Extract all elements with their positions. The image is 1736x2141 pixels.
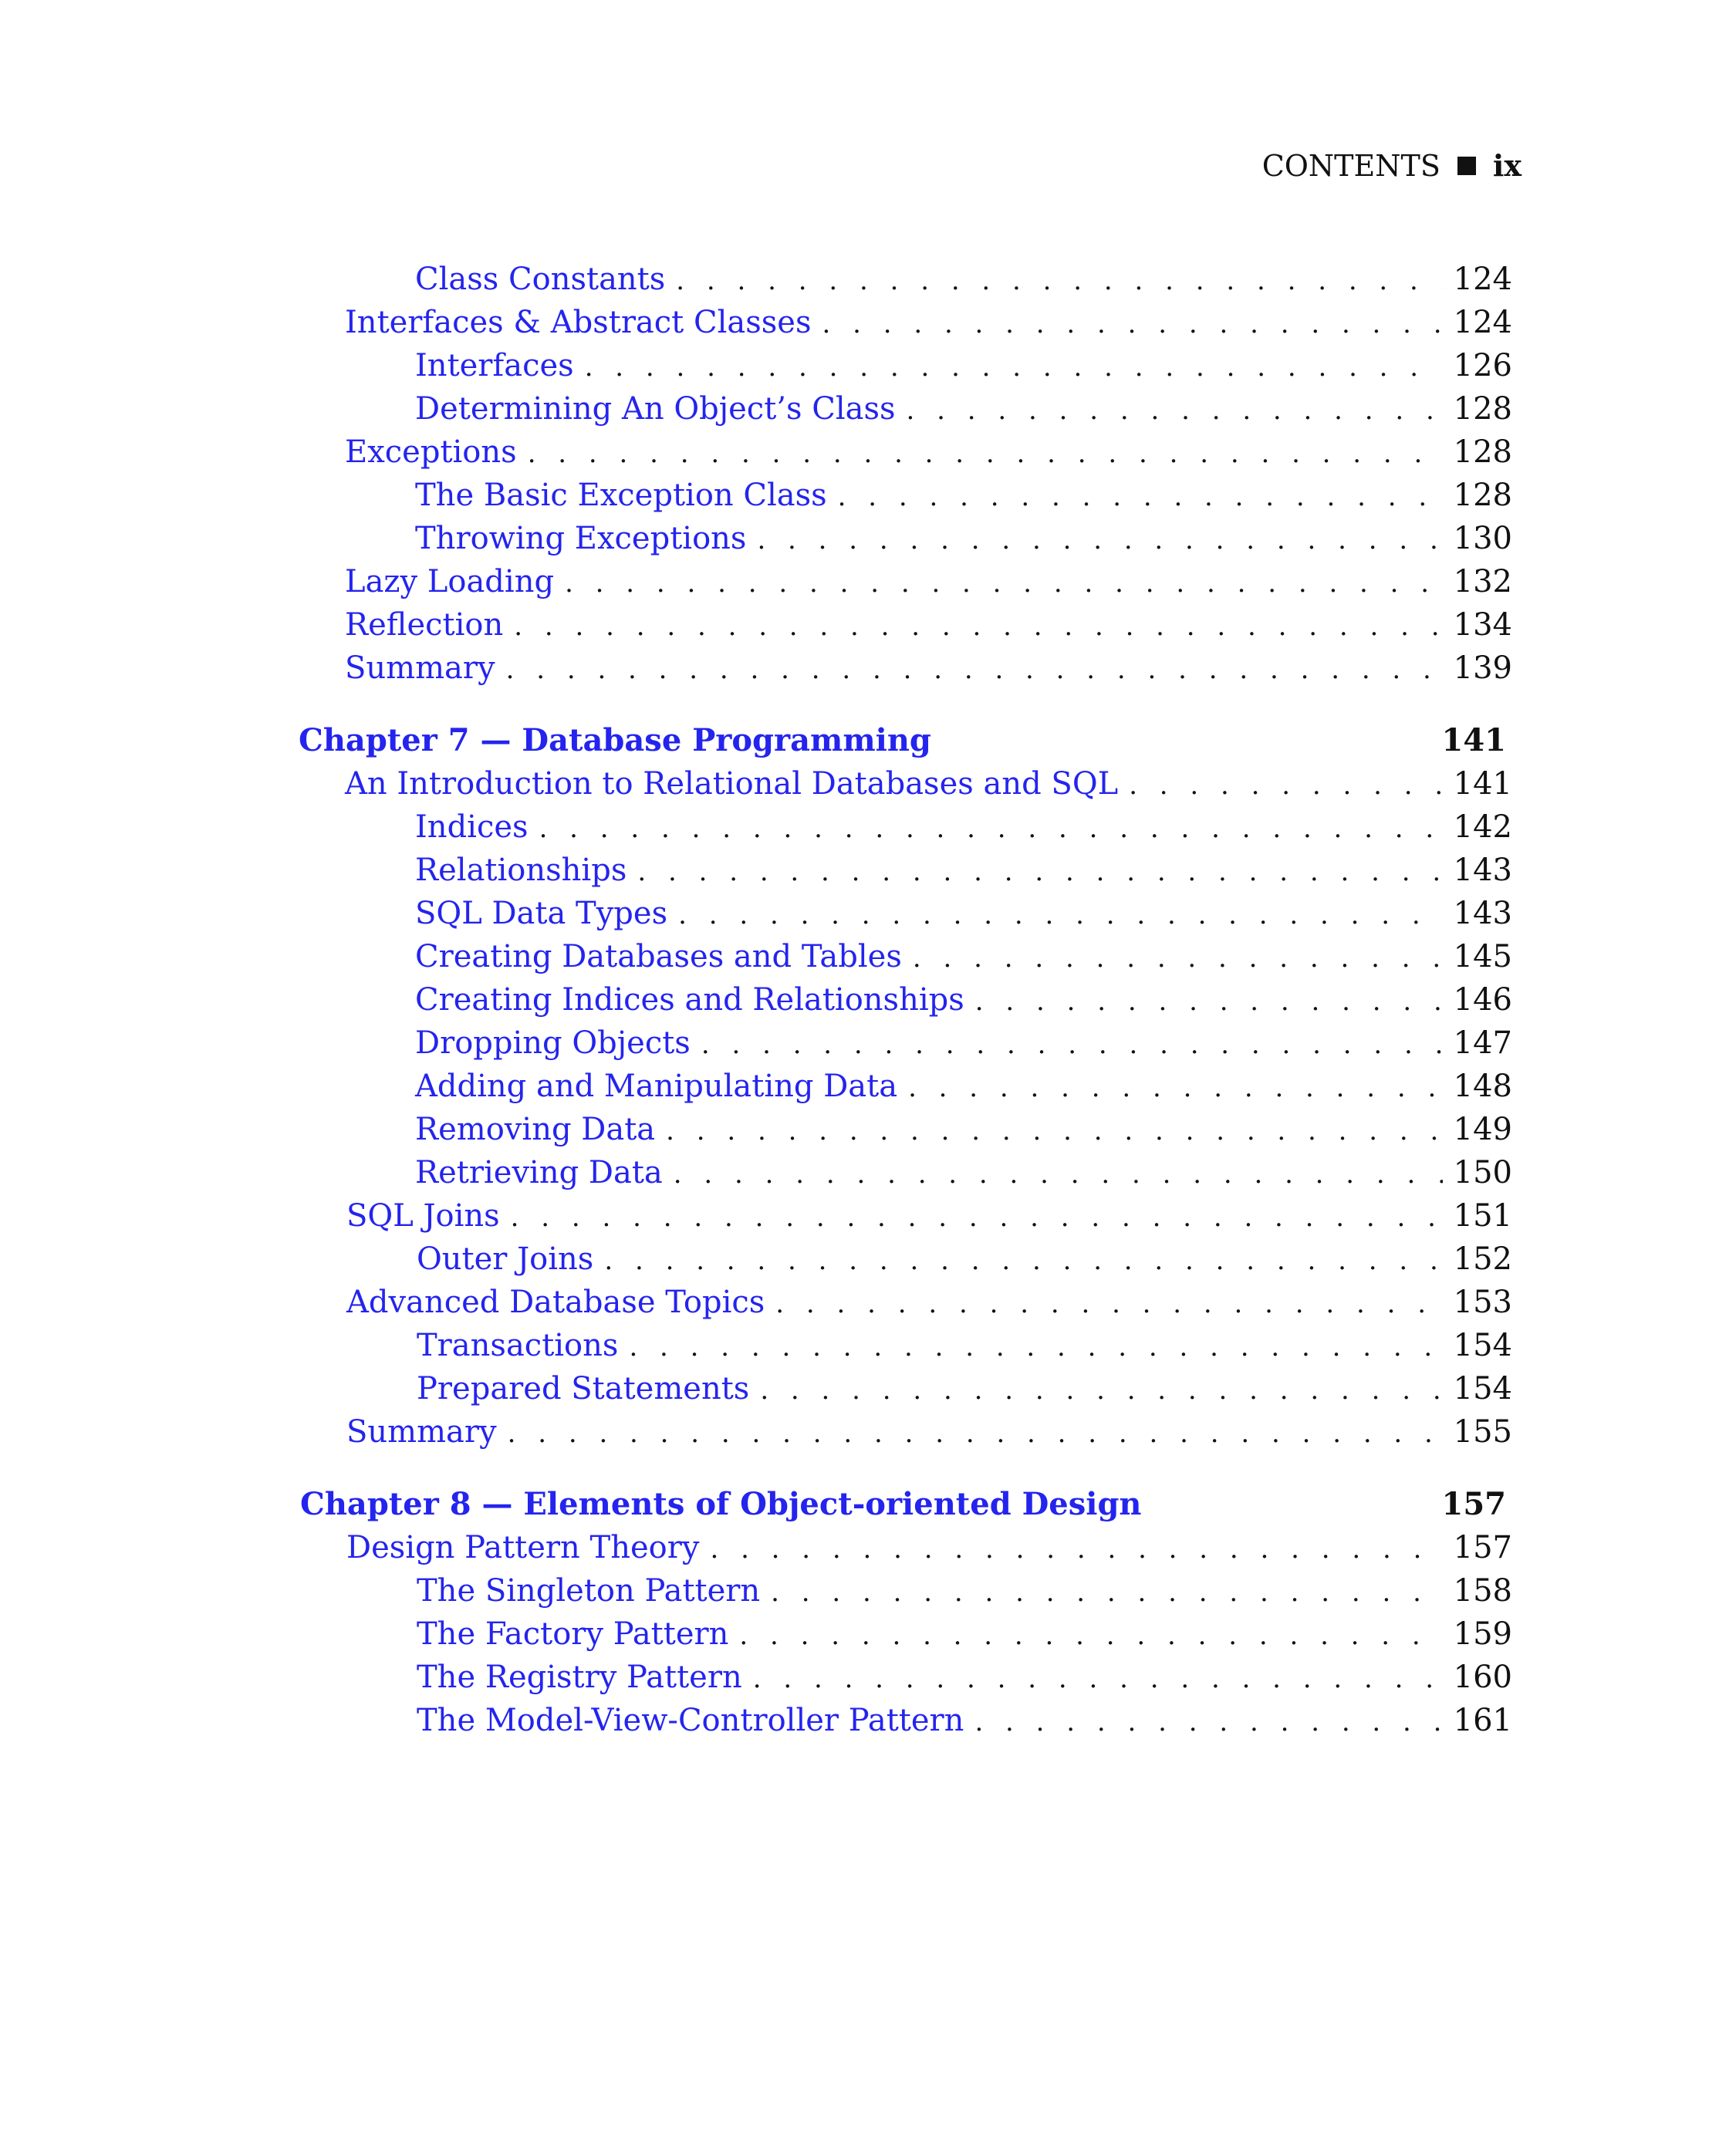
toc-entry-title[interactable]: Dropping Objects bbox=[415, 1025, 691, 1061]
toc-entry[interactable] bbox=[415, 1064, 1512, 1109]
dot-leader bbox=[974, 1700, 1442, 1744]
toc-entry-page: 147 bbox=[1453, 1025, 1512, 1061]
toc-entry[interactable] bbox=[345, 603, 1512, 647]
dot-leader bbox=[913, 936, 1443, 981]
toc-chapter-page: 157 bbox=[1441, 1486, 1506, 1522]
toc-entry-title[interactable]: Prepared Statements bbox=[417, 1371, 750, 1407]
toc-entry-title[interactable]: Advanced Database Topics bbox=[346, 1285, 765, 1320]
dot-leader bbox=[629, 1325, 1442, 1369]
toc-entry[interactable] bbox=[345, 430, 1512, 474]
dot-leader bbox=[739, 1613, 1442, 1658]
toc-entry-title[interactable]: Summary bbox=[346, 1414, 497, 1450]
toc-entry[interactable] bbox=[415, 978, 1512, 1022]
toc-entry-page: 128 bbox=[1453, 434, 1512, 470]
dot-leader bbox=[674, 1152, 1443, 1197]
toc-entry-title[interactable]: The Factory Pattern bbox=[417, 1616, 729, 1652]
dot-leader bbox=[528, 431, 1443, 476]
dot-leader bbox=[753, 1656, 1443, 1701]
dot-leader bbox=[975, 979, 1443, 1024]
toc-entry-title[interactable]: Reflection bbox=[345, 607, 504, 643]
toc-entry-page: 154 bbox=[1453, 1371, 1512, 1407]
toc-entry[interactable] bbox=[415, 473, 1512, 518]
dot-leader bbox=[907, 388, 1443, 433]
toc-entry-title[interactable]: The Singleton Pattern bbox=[417, 1573, 761, 1609]
toc-entry-title[interactable]: Interfaces & Abstract Classes bbox=[345, 305, 812, 340]
toc-entry-page: 134 bbox=[1453, 607, 1512, 643]
running-head-label: CONTENTS bbox=[1261, 149, 1440, 183]
toc-entry-title[interactable]: Indices bbox=[415, 809, 529, 845]
running-head bbox=[1261, 148, 1522, 183]
toc-entry[interactable] bbox=[415, 848, 1512, 893]
toc-entry-page: 124 bbox=[1453, 305, 1512, 340]
toc-entry-page: 142 bbox=[1453, 809, 1512, 845]
dot-leader bbox=[771, 1570, 1442, 1615]
toc-entry[interactable] bbox=[415, 891, 1512, 936]
toc-entry-title[interactable]: Relationships bbox=[415, 853, 627, 888]
square-bullet-icon bbox=[1457, 157, 1476, 175]
toc-entry[interactable] bbox=[415, 805, 1512, 849]
dot-leader bbox=[511, 1195, 1443, 1240]
dot-leader bbox=[666, 1109, 1443, 1153]
toc-entry-page: 143 bbox=[1453, 896, 1512, 931]
toc-entry-title[interactable]: Lazy Loading bbox=[345, 564, 555, 599]
toc-entry-page: 128 bbox=[1453, 391, 1512, 427]
toc-entry-title[interactable]: Summary bbox=[345, 650, 495, 686]
dot-leader bbox=[701, 1022, 1443, 1067]
toc-entry-title[interactable]: Creating Indices and Relationships bbox=[415, 982, 964, 1018]
toc-entry-page: 158 bbox=[1453, 1573, 1512, 1609]
toc-entry[interactable] bbox=[415, 516, 1512, 561]
toc-chapter-page: 141 bbox=[1441, 722, 1506, 758]
dot-leader bbox=[637, 849, 1442, 894]
toc-entry-page: 130 bbox=[1453, 521, 1512, 556]
dot-leader bbox=[514, 604, 1442, 649]
dot-leader bbox=[775, 1282, 1442, 1326]
toc-entry[interactable] bbox=[346, 1194, 1512, 1238]
toc-chapter-heading[interactable] bbox=[300, 1482, 1506, 1527]
dot-leader bbox=[676, 258, 1442, 303]
toc-entry-page: 149 bbox=[1453, 1112, 1512, 1147]
toc-entry[interactable] bbox=[345, 300, 1512, 345]
toc-entry[interactable] bbox=[417, 1237, 1512, 1282]
toc-entry-title[interactable]: Adding and Manipulating Data bbox=[415, 1069, 898, 1104]
toc-entry-title[interactable]: Determining An Object’s Class bbox=[415, 391, 896, 427]
dot-leader bbox=[710, 1527, 1442, 1572]
toc-entry-title[interactable]: SQL Joins bbox=[346, 1198, 500, 1234]
toc-chapter-title[interactable]: Chapter 8 — Elements of Object-oriented Design bbox=[300, 1486, 1142, 1522]
toc-entry[interactable] bbox=[345, 762, 1512, 806]
toc-entry[interactable] bbox=[346, 1525, 1512, 1570]
toc-entry[interactable] bbox=[415, 934, 1512, 979]
toc-entry-page: 155 bbox=[1453, 1414, 1512, 1450]
toc-entry-title[interactable]: Throwing Exceptions bbox=[415, 521, 747, 556]
toc-entry-page: 126 bbox=[1453, 348, 1512, 383]
toc-entry-page: 160 bbox=[1453, 1660, 1512, 1695]
toc-entry-page: 148 bbox=[1453, 1069, 1512, 1104]
toc-entry[interactable] bbox=[415, 1150, 1512, 1195]
toc-entry[interactable] bbox=[417, 1366, 1512, 1411]
dot-leader bbox=[585, 345, 1443, 390]
dot-leader bbox=[822, 302, 1442, 346]
toc-entry-page: 143 bbox=[1453, 853, 1512, 888]
toc-entry-title[interactable]: Retrieving Data bbox=[415, 1155, 663, 1190]
toc-chapter-title[interactable]: Chapter 7 — Database Programming bbox=[299, 722, 931, 758]
toc-entry[interactable] bbox=[415, 257, 1512, 302]
toc-entry[interactable] bbox=[415, 343, 1512, 388]
dot-leader bbox=[508, 1411, 1443, 1456]
dot-leader bbox=[908, 1065, 1443, 1110]
toc-entry-page: 151 bbox=[1453, 1198, 1512, 1234]
toc-entry[interactable] bbox=[415, 1021, 1512, 1065]
toc-entry-page: 139 bbox=[1453, 650, 1512, 686]
toc-entry-page: 150 bbox=[1453, 1155, 1512, 1190]
dot-leader bbox=[760, 1368, 1442, 1413]
toc-entry[interactable] bbox=[415, 1107, 1512, 1152]
toc-entry[interactable] bbox=[415, 387, 1512, 431]
toc-entry-title[interactable]: Transactions bbox=[417, 1328, 619, 1363]
toc-entry-title[interactable]: Outer Joins bbox=[417, 1241, 594, 1277]
toc-entry-page: 161 bbox=[1453, 1703, 1512, 1738]
toc-entry[interactable] bbox=[417, 1612, 1512, 1656]
toc-entry-title[interactable]: Interfaces bbox=[415, 348, 574, 383]
toc-entry-title[interactable]: Exceptions bbox=[345, 434, 517, 470]
toc-entry-page: 124 bbox=[1453, 262, 1512, 297]
toc-entry-title[interactable]: SQL Data Types bbox=[415, 896, 668, 931]
toc-entry-page: 153 bbox=[1453, 1285, 1512, 1320]
toc-entry-title[interactable]: The Basic Exception Class bbox=[415, 478, 827, 513]
dot-leader bbox=[678, 893, 1443, 937]
toc-entry-page: 159 bbox=[1453, 1616, 1512, 1652]
toc-entry[interactable] bbox=[417, 1655, 1512, 1700]
toc-entry-page: 157 bbox=[1453, 1530, 1512, 1565]
dot-leader bbox=[539, 806, 1443, 851]
toc-entry-page: 141 bbox=[1453, 766, 1512, 802]
toc-entry-title[interactable]: Design Pattern Theory bbox=[346, 1530, 700, 1565]
toc-entry[interactable] bbox=[346, 1280, 1512, 1325]
toc-chapter-heading[interactable] bbox=[299, 718, 1506, 763]
toc-entry-page: 132 bbox=[1453, 564, 1512, 599]
toc-entry-page: 145 bbox=[1453, 939, 1512, 974]
page-number: ix bbox=[1492, 148, 1522, 183]
toc-entry[interactable] bbox=[417, 1569, 1512, 1613]
toc-entry-page: 146 bbox=[1453, 982, 1512, 1018]
dot-leader bbox=[565, 561, 1443, 606]
dot-leader bbox=[838, 474, 1443, 519]
toc-entry[interactable] bbox=[417, 1323, 1512, 1368]
dot-leader bbox=[506, 647, 1443, 692]
toc-entry[interactable] bbox=[417, 1698, 1512, 1743]
toc-entry-title[interactable]: Creating Databases and Tables bbox=[415, 939, 902, 974]
toc-entry-page: 154 bbox=[1453, 1328, 1512, 1363]
toc-entry-title[interactable]: The Registry Pattern bbox=[417, 1660, 742, 1695]
toc-entry[interactable] bbox=[345, 646, 1512, 691]
toc-entry-page: 152 bbox=[1453, 1241, 1512, 1277]
toc-entry[interactable] bbox=[346, 1410, 1512, 1454]
dot-leader bbox=[1129, 763, 1442, 808]
dot-leader bbox=[604, 1238, 1442, 1283]
toc-entry-title[interactable]: Removing Data bbox=[415, 1112, 656, 1147]
toc-entry-title[interactable]: The Model-View-Controller Pattern bbox=[417, 1703, 964, 1738]
toc-entry-title[interactable]: An Introduction to Relational Databases and SQL bbox=[345, 766, 1119, 802]
toc-entry-page: 128 bbox=[1453, 478, 1512, 513]
toc-entry[interactable] bbox=[345, 559, 1512, 604]
dot-leader bbox=[757, 518, 1442, 562]
toc-entry-title[interactable]: Class Constants bbox=[415, 262, 666, 297]
